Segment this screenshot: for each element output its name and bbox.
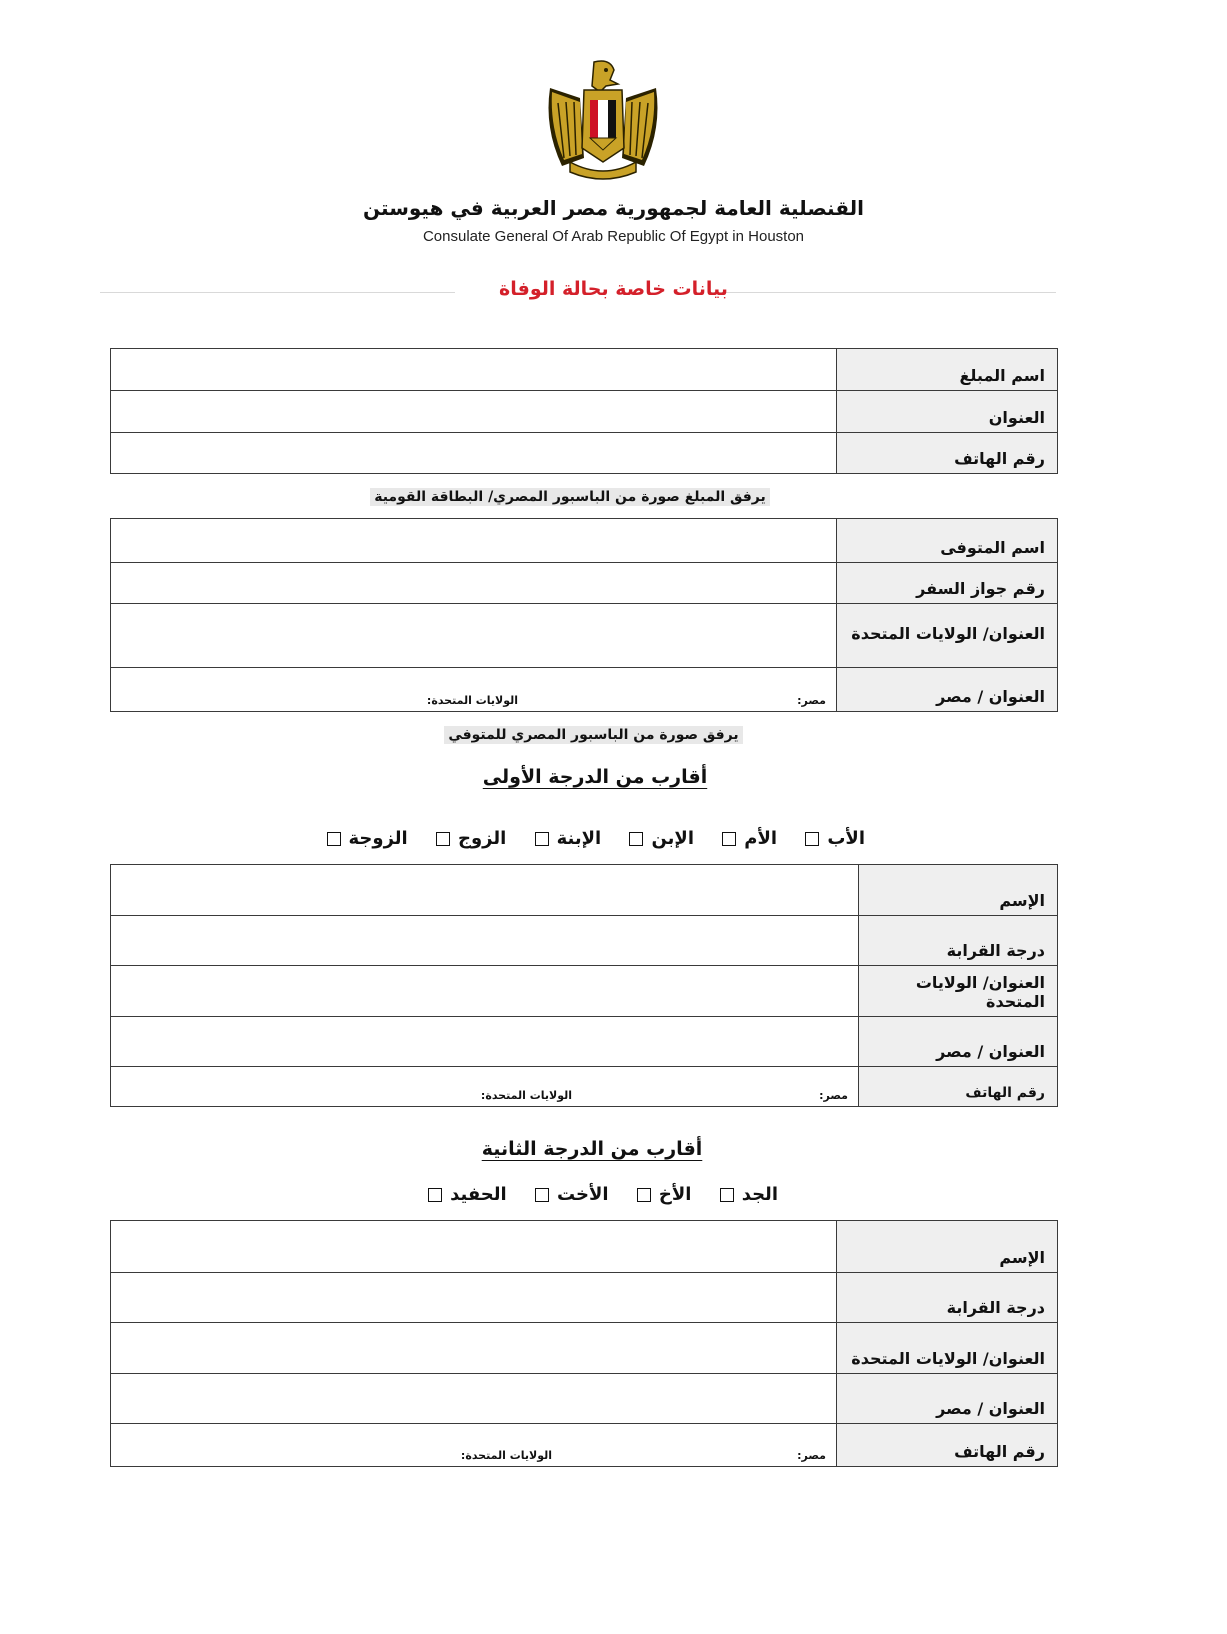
table-row	[111, 1323, 1058, 1374]
table-row	[111, 604, 1058, 668]
form-title: بيانات خاصة بحالة الوفاة	[499, 278, 728, 300]
table-row	[111, 563, 1058, 604]
egypt-sublabel: مصر:	[797, 694, 826, 707]
first-degree-name-label: الإسم	[859, 865, 1058, 916]
relation-son-label: الإبن	[651, 828, 694, 849]
table-row	[111, 391, 1058, 433]
relation-daughter-checkbox[interactable]	[535, 832, 549, 846]
first-degree-heading: أقارب من الدرجة الأولى	[482, 766, 708, 788]
table-row	[111, 519, 1058, 563]
first-degree-table	[110, 864, 1058, 1107]
table-row	[111, 1424, 1058, 1467]
table-row	[111, 1374, 1058, 1424]
deceased-egypt-address-label: العنوان / مصر	[837, 668, 1058, 712]
relation-brother-label: الأخ	[658, 1184, 692, 1205]
second-degree-heading: أقارب من الدرجة الثانية	[481, 1138, 703, 1160]
second-degree-phone-field[interactable]	[111, 1424, 837, 1467]
relation-wife-label: الزوجة	[348, 828, 408, 849]
table-row	[111, 865, 1058, 916]
second-degree-phone-label: رقم الهاتف	[837, 1424, 1058, 1467]
first-degree-phone-label: رقم الهاتف	[859, 1067, 1058, 1107]
informant-address-label: العنوان	[837, 391, 1058, 433]
table-row	[111, 668, 1058, 712]
first-degree-kinship-field[interactable]	[111, 916, 859, 966]
table-row	[111, 966, 1058, 1017]
relation-grandson-checkbox[interactable]	[428, 1188, 442, 1202]
second-degree-table	[110, 1220, 1058, 1467]
deceased-us-address-field[interactable]	[111, 604, 837, 668]
relation-husband-label: الزوج	[458, 828, 507, 849]
consulate-name-arabic: القنصلية العامة لجمهورية مصر العربية في هيوستن	[363, 196, 864, 220]
table-row	[111, 1017, 1058, 1067]
table-row	[111, 433, 1058, 474]
relation-sister-label: الأخت	[556, 1184, 609, 1205]
second-degree-egypt-address-label: العنوان / مصر	[837, 1374, 1058, 1424]
first-degree-us-address-label: العنوان/ الولايات المتحدة	[859, 966, 1058, 1017]
informant-name-field[interactable]	[111, 349, 837, 391]
informant-address-field[interactable]	[111, 391, 837, 433]
informant-name-label: اسم المبلغ	[837, 349, 1058, 391]
first-degree-egypt-address-label: العنوان / مصر	[859, 1017, 1058, 1067]
relation-mother-label: الأم	[744, 828, 778, 849]
deceased-name-label: اسم المتوفى	[837, 519, 1058, 563]
relation-mother-checkbox[interactable]	[722, 832, 736, 846]
title-divider-left	[100, 292, 455, 293]
table-row	[111, 349, 1058, 391]
relation-wife-checkbox[interactable]	[327, 832, 341, 846]
relation-grandfather-checkbox[interactable]	[720, 1188, 734, 1202]
table-row	[111, 916, 1058, 966]
second-degree-name-label: الإسم	[837, 1221, 1058, 1273]
second-degree-name-field[interactable]	[111, 1221, 837, 1273]
informant-phone-label: رقم الهاتف	[837, 433, 1058, 474]
us-sublabel: الولايات المتحدة:	[480, 1089, 572, 1102]
second-degree-kinship-field[interactable]	[111, 1273, 837, 1323]
first-degree-kinship-label: درجة القرابة	[859, 916, 1058, 966]
relation-brother-checkbox[interactable]	[637, 1188, 651, 1202]
first-degree-phone-field[interactable]	[111, 1067, 859, 1107]
deceased-us-address-label: العنوان/ الولايات المتحدة	[837, 604, 1058, 668]
table-row	[111, 1273, 1058, 1323]
first-degree-us-address-field[interactable]	[111, 966, 859, 1017]
relation-father-label: الأب	[827, 828, 865, 849]
first-degree-name-field[interactable]	[111, 865, 859, 916]
second-degree-egypt-address-field[interactable]	[111, 1374, 837, 1424]
informant-attachment-note: يرفق المبلغ صورة من الباسبور المصري/ البطاقة القومية	[370, 488, 770, 506]
second-degree-relations	[436, 1184, 778, 1205]
relation-daughter-label: الإبنة	[556, 828, 602, 849]
deceased-name-field[interactable]	[111, 519, 837, 563]
egypt-sublabel: مصر:	[797, 1449, 826, 1462]
second-degree-kinship-label: درجة القرابة	[837, 1273, 1058, 1323]
passport-number-field[interactable]	[111, 563, 837, 604]
deceased-egypt-address-field[interactable]	[111, 668, 837, 712]
first-degree-egypt-address-field[interactable]	[111, 1017, 859, 1067]
second-degree-us-address-label: العنوان/ الولايات المتحدة	[837, 1323, 1058, 1374]
us-sublabel: الولايات المتحدة:	[426, 694, 518, 707]
relation-father-checkbox[interactable]	[805, 832, 819, 846]
egypt-sublabel: مصر:	[819, 1089, 848, 1102]
informant-phone-field[interactable]	[111, 433, 837, 474]
passport-number-label: رقم جواز السفر	[837, 563, 1058, 604]
relation-husband-checkbox[interactable]	[436, 832, 450, 846]
consulate-name-english: Consulate General Of Arab Republic Of Egypt in Houston	[422, 228, 805, 245]
deceased-attachment-note: يرفق صورة من الباسبور المصري للمتوفي	[444, 726, 742, 744]
relation-grandson-label: الحفيد	[450, 1184, 507, 1205]
table-row	[111, 1067, 1058, 1107]
table-row	[111, 1221, 1058, 1273]
deceased-table	[110, 518, 1058, 712]
relation-grandfather-label: الجد	[741, 1184, 778, 1205]
informant-table	[110, 348, 1058, 474]
relation-son-checkbox[interactable]	[629, 832, 643, 846]
eagle-emblem-icon	[540, 58, 666, 184]
relation-sister-checkbox[interactable]	[535, 1188, 549, 1202]
second-degree-us-address-field[interactable]	[111, 1323, 837, 1374]
us-sublabel: الولايات المتحدة:	[460, 1449, 552, 1462]
first-degree-relations	[320, 828, 865, 849]
